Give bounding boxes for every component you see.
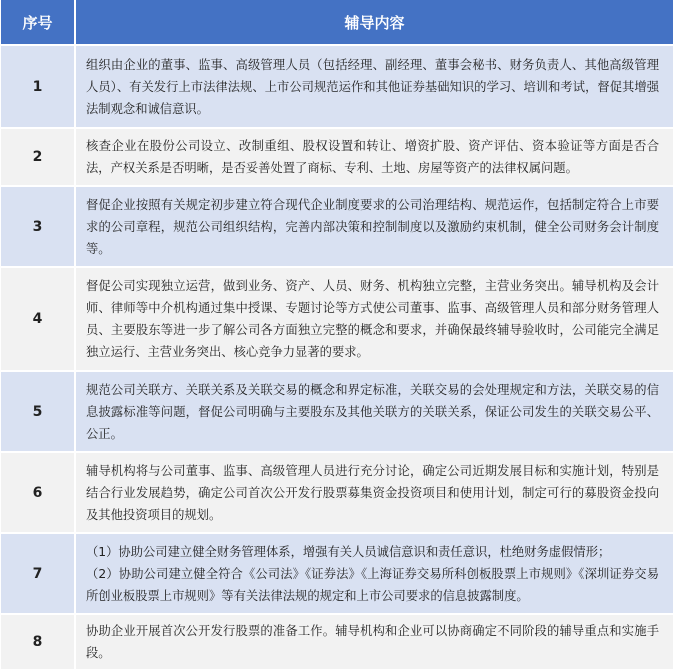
row-content [76, 534, 673, 615]
table-row [1, 129, 673, 187]
row-number: 2 [1, 129, 76, 187]
row-content-text: 规范公司关联方、关联关系及关联交易的概念和界定标准，关联交易的会处理规定和方法，关联交易的信息披露标准等问题，督促公司明确与主要股东及其他关联方的关联关系，保证公司发生的关联交易公平、公正。 [86, 382, 659, 441]
row-number: 5 [1, 372, 76, 453]
table-row [1, 187, 673, 268]
row-content-text: （2）协助公司建立健全符合《公司法》《证券法》《上海证券交易所科创板股票上市规则》《深圳证券交易所创业板股票上市规则》等有关法律法规的规定和上市公司要求的信息披露制度。 [86, 566, 659, 603]
row-content [76, 453, 673, 534]
row-content-text: 督促企业按照有关规定初步建立符合现代企业制度要求的公司治理结构、规范运作，包括制定符合上市要求的公司章程，规范公司组织结构，完善内部决策和控制制度以及激励约束机制，健全公司财务会计制度等。 [86, 197, 659, 256]
row-number: 7 [1, 534, 76, 615]
row-content-text: 督促公司实现独立运营，做到业务、资产、人员、财务、机构独立完整，主营业务突出。辅导机构及会计师、律师等中介机构通过集中授课、专题讨论等方式使公司董事、监事、高级管理人员和部分财务管理人员、主要股东等进一步了解公司各方面独立完整的概念和要求，并确保最终辅导验收时，公司能完全满足独立运行、主营业务突出、核心竞争力显著的要求。 [86, 279, 659, 359]
header-content: 辅导内容 [76, 0, 673, 46]
row-content-text: 协助企业开展首次公开发行股票的准备工作。辅导机构和企业可以协商确定不同阶段的辅导重点和实施手段。 [86, 624, 659, 660]
row-content [76, 187, 673, 268]
row-content [76, 129, 673, 187]
table-row [1, 46, 673, 129]
row-number: 8 [1, 615, 76, 671]
table-row [1, 615, 673, 671]
row-number: 6 [1, 453, 76, 534]
table-row [1, 268, 673, 372]
row-content [76, 615, 673, 671]
row-content [76, 46, 673, 129]
row-number: 1 [1, 46, 76, 129]
table-row [1, 372, 673, 453]
table-row [1, 534, 673, 615]
row-content-text: 核查企业在股份公司设立、改制重组、股权设置和转让、增资扩股、资产评估、资本验证等方面是否合法，产权关系是否明晰，是否妥善处置了商标、专利、土地、房屋等资产的法律权属问题。 [86, 139, 659, 175]
row-content-text: 辅导机构将与公司董事、监事、高级管理人员进行充分讨论，确定公司近期发展目标和实施计划，特别是结合行业发展趋势，确定公司首次公开发行股票募集资金投资项目和使用计划，制定可行的募股资金投向及其他投资项目的规划。 [86, 463, 659, 522]
row-content [76, 372, 673, 453]
row-content [76, 268, 673, 372]
table-header-row [1, 0, 673, 46]
tutoring-content-table [1, 0, 673, 671]
row-content-text: 组织由企业的董事、监事、高级管理人员（包括经理、副经理、董事会秘书、财务负责人、其他高级管理人员）、有关发行上市法律法规、上市公司规范运作和其他证券基础知识的学习、培训和考试，督促其增强法制观念和诚信意识。 [86, 57, 659, 116]
row-content-text: （1）协助公司建立健全财务管理体系，增强有关人员诚信意识和责任意识，杜绝财务虚假情形； [86, 544, 611, 559]
table-row [1, 453, 673, 534]
row-number: 4 [1, 268, 76, 372]
row-number: 3 [1, 187, 76, 268]
header-number: 序号 [1, 0, 76, 46]
